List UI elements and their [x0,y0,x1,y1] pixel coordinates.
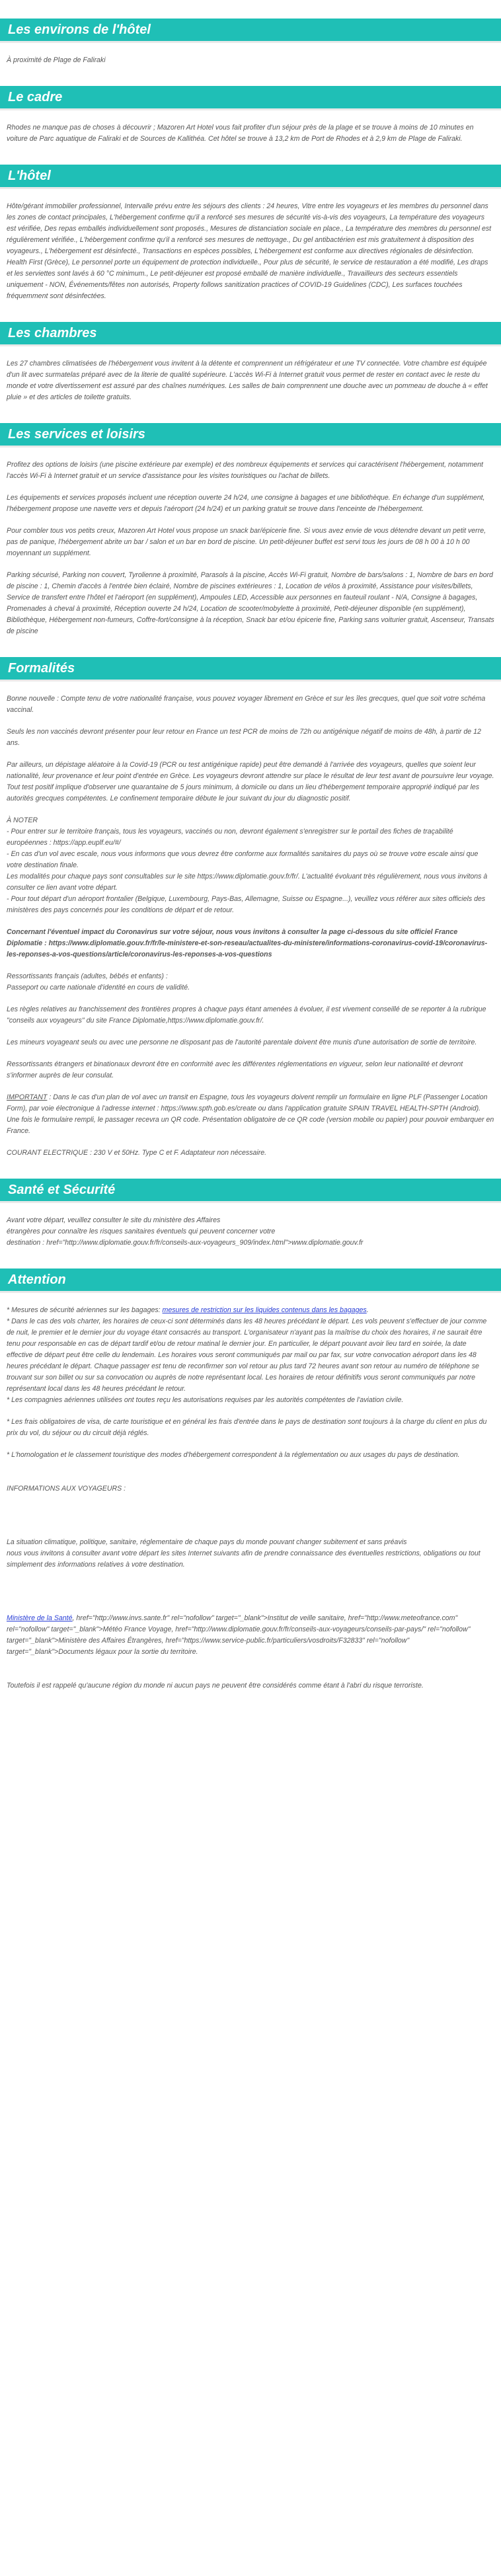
situation-line: nous vous invitons à consulter avant votre départ les sites Internet suivants afin de prendre connaissance des éventuelles restrictions, obligations ou tout simplement des informations relatives à votre destination. [7,1549,481,1569]
a-noter-line: - Pour entrer sur le territoire français, tous les voyageurs, vaccinés ou non, devront également s'enregistrer sur le portail des fiches de traçabilité européennes : https://app.euplf.eu/#/ [7,828,453,847]
services-paragraph: Les équipements et services proposés incluent une réception ouverte 24 h/24, une consigne à bagages et une bibliothèque. En échange d'un supplément, l'hébergement propose une navette vers et depuis l'aéroport (24 h/24) et un parking gratuit se trouve dans l'enceinte de l'hébergement. [7,494,485,513]
etrangers-text: Ressortissants étrangers et binationaux devront être en conformité avec les différentes réglementations en vigueur, selon leur nationalité et devront s'informer auprès de leur consulat. [7,1060,463,1079]
section-title-environs: Les environs de l'hôtel [0,19,501,43]
section-attention [0,1268,501,1692]
hotel-text: Hôte/gérant immobilier professionnel, Intervalle prévu entre les séjours des clients : 24 heures, Vitre entre les voyageurs et les membres du personnel dans les zones de contact principales, L'hébergement confirme qu'il a renforcé ses mesures de sécurité vis-à-vis des voyageurs, La température des voyageurs est vérifiée, Des repas emballés individuellement sont proposés., Mesures de distanciation sociale en place., La température des membres du personnel est régulièrement vérifiée., L'hébergement confirme qu'il a renforcé ses mesures de nettoyage., Du gel antibactérien est mis gratuitement à disposition des voyageurs., L'hébergement est désinfecté., Transactions en espèces possibles, L'hébergement est conforme aux directives régionales de désinfection. Health First (Grèce), Le personnel porte un équipement de protection individuelle., Pour plus de sécurité, le service de restauration a été modifié, Les draps et les serviettes sont lavés à 60 °C minimum., Le petit-déjeuner est proposé emballé de manière individuelle., Travailleurs des secteurs essentiels uniquement - NON, Événements/fêtes non autorisés, Property follows sanitization practices of COVID-19 Guidelines (CDC), Les surfaces touchées fréquemment sont désinfectées. [7,202,492,300]
section-hotel [0,165,501,302]
info-voyageurs-title: INFORMATIONS AUX VOYAGEURS : [7,1485,126,1493]
formalites-paragraph: Par ailleurs, un dépistage aléatoire à la Covid-19 (PCR ou test antigénique rapide) peut être demandé à l'arrivée des voyageurs, quelles que soient leur nationalité, leur provenance et leur point d'entrée en Grèce. Les voyageurs devront attendre sur place le résultat de leur test avant de poursuivre leur voyage. Tout test positif implique d'observer une quarantaine de 5 jours minimum, à domicile ou dans un lieu d'hébergement temporaire approprié indiqué par les autorités grecques compétentes. Le confinement temporaire débute le jour suivant du jour du diagnostic positif. [7,761,494,802]
services-paragraph: Parking sécurisé, Parking non couvert, Tyrolienne à proximité, Parasols à la piscine, Accès Wi-Fi gratuit, Nombre de bars/salons : 1, Nombre de bars en bord de piscine : 1, Chemin d'accès à l'entrée bien éclairé, Nombre de piscines extérieures : 1, Location de vélos à proximité, Assistance pour visites/billets, Service de transfert entre l'hôtel et l'aéroport (en supplément), Ampoules LED, Accessible aux personnes en fauteuil roulant - N/A, Consigne à bagages, Promenades à cheval à proximité, Réception ouverte 24 h/24, Location de scooter/mobylette à proximité, Petit-déjeuner disponible (en supplément), Bibliothèque, Hébergement non-fumeurs, Coffre-fort/consigne à la réception, Snack bar et/ou épicerie fine, Parking sans voiturier gratuit, Ascenseur, Transats de piscine [7,571,494,635]
situation-line: La situation climatique, politique, sanitaire, réglementaire de chaque pays du monde pouvant changer subitement et sans préavis [7,1538,407,1546]
compagnies-text: * Les compagnies aériennes utilisées ont toutes reçu les autorisations requises par les autorités compétentes de l'aviation civile. [7,1396,404,1404]
environs-text: À proximité de Plage de Faliraki [7,56,106,64]
liquides-restriction-link[interactable]: mesures de restriction sur les liquides contenus dans les bagages [162,1306,367,1314]
section-title-sante: Santé et Sécurité [0,1179,501,1203]
coronavirus-notice: Concernant l'éventuel impact du Coronavirus sur votre séjour, nous vous invitons à consulter la page ci-dessous du site officiel France Diplomatie : https://www.diplomatie.gouv.fr/fr/le-ministere-et-son-reseau/actualites-du-ministere/informations-coronavirus-covid-19/coronavirus-les-reponses-a-vos-questions/article/coronavirus-les-reponses-a-vos-questions [7,928,488,958]
services-paragraph: Pour combler tous vos petits creux, Mazoren Art Hotel vous propose un snack bar/épicerie fine. Si vous avez envie de vous détendre devant un petit verre, pas de panique, l'hébergement abrite un bar / salon et un bar en bord de piscine. Un petit-déjeuner buffet est servi tous les jours de 08 h 00 à 10 h 00 moyennant un supplément. [7,527,486,557]
section-chambres [0,322,501,403]
mineurs-text: Les mineurs voyageant seuls ou avec une personne ne disposant pas de l'autorité parentale doivent être munis d'une autorisation de sortie de territoire. [7,1038,477,1046]
homologation-text: * L'homologation et le classement touristique des modes d'hébergement correspondent à la réglementation ou aux usages du pays de destination. [7,1451,460,1459]
ressortissants-docs: Passeport ou carte nationale d'identité en cours de validité. [7,984,190,992]
regles-frontieres: Les règles relatives au franchissement des frontières propres à chaque pays étant amenées à évoluer, il est vivement conseillé de se reporter à la rubrique "conseils aux voyageurs" du site France Diplomatie,https://www.diplomatie.gouv.fr/. [7,1005,486,1025]
sante-line: étrangères pour connaître les risques sanitaires éventuels qui peuvent concerner votre [7,1228,276,1235]
bagages-paragraph [7,1305,494,1316]
ressortissants-title: Ressortissants français (adultes, bébés et enfants) : [7,972,168,980]
section-title-cadre: Le cadre [0,86,501,110]
section-title-attention: Attention [0,1268,501,1293]
frais-visa-text: * Les frais obligatoires de visa, de carte touristique et en général les frais d'entrée dans le pays de destination sont toujours à la charge du client en plus du prix du vol, du séjour ou du circuit déjà réglés. [7,1418,487,1437]
important-label: IMPORTANT [7,1093,48,1101]
formalites-paragraph: Seuls les non vaccinés devront présenter pour leur retour en France un test PCR de moins de 72h ou antigénique négatif de moins de 48h, à partir de 12 ans. [7,728,481,747]
important-text: : Dans le cas d'un plan de vol avec un transit en Espagne, tous les voyageurs doivent remplir un formulaire en ligne PLF (Passenger Location Form), par voie électronique à l'adresse internet : https://www.spth.gob.es/create ou dans l'application gratuite SPAIN TRAVEL HEALTH-SPTH (Android). Une fois le formulaire rempli, le passager recevra un QR code. Présentation obligatoire de ce QR code (version mobile ou papier) pour pouvoir embarquer en France. [7,1093,494,1135]
important-paragraph [7,1092,494,1137]
a-noter-line: Les modalités pour chaque pays sont consultables sur le site https://www.diplomatie.gouv.fr/fr/. L'actualité évoluant très régulièrement, nous vous invitons à consulter ce lien avant votre départ. [7,873,488,892]
section-title-formalites: Formalités [0,657,501,682]
sante-line: destination : href="http://www.diplomatie.gouv.fr/fr/conseils-aux-voyageurs_909/index.html">www.diplomatie.gouv.fr [7,1239,364,1247]
ministere-paragraph [7,1613,494,1658]
chambres-text: Les 27 chambres climatisées de l'hébergement vous invitent à la détente et comprennent un réfrigérateur et une TV connectée. Votre chambre est équipée d'un lit avec surmatelas préparé avec de la literie de qualité supérieure. L'accès Wi-Fi à Internet gratuit vous permet de rester en contact avec le reste du monde et votre divertissement est assuré par des chaînes numériques. Les salles de bain comprennent une douche avec un pommeau de douche à « effet pluie » et des articles de toilette gratuits. [7,360,488,401]
sante-line: Avant votre départ, veuillez consulter le site du ministère des Affaires [7,1216,221,1224]
bagages-suffix: . [366,1306,369,1314]
bagages-prefix: * Mesures de sécurité aériennes sur les bagages: [7,1306,163,1314]
ministere-sante-link[interactable]: Ministère de la Santé [7,1614,73,1622]
ministere-text: , href="http://www.invs.sante.fr" rel="nofollow" target="_blank">Institut de veille sanitaire, href="http://www.meteofrance.com" rel="nofollow" target="_blank">Météo France Voyage, href="http://www.diplomatie.gouv.fr/fr/conseils-aux-voyageurs/conseils-par-pays/" rel="nofollow" target="_blank">Ministère des Affaires Étrangères, href="https://www.service-public.fr/particuliers/vosdroits/F32833" rel="nofollow" target="_blank">Documents légaux pour la sortie du territoire. [7,1614,471,1656]
a-noter-title: À NOTER [7,816,38,824]
section-cadre [0,86,501,145]
section-sante [0,1179,501,1249]
courant-electrique: COURANT ELECTRIQUE : 230 V et 50Hz. Type C et F. Adaptateur non nécessaire. [7,1149,267,1157]
section-title-services: Les services et loisirs [0,423,501,448]
section-title-chambres: Les chambres [0,322,501,346]
a-noter-line: - En cas d'un vol avec escale, nous vous informons que vous devrez être conforme aux formalités sanitaires du pays où se trouve votre escale ainsi que votre destination finale. [7,850,479,869]
section-title-hotel: L'hôtel [0,165,501,189]
a-noter-line: - Pour tout départ d'un aéroport frontalier (Belgique, Luxembourg, Pays-Bas, Allemagne, Suisse ou Espagne...), veuillez vous référer aux sites officiels des ministères des pays concernés pour les conditions de départ et de retour. [7,895,486,914]
services-paragraph: Profitez des options de loisirs (une piscine extérieure par exemple) et des nombreux équipements et services qui caractérisent l'hébergement, notamment l'accès Wi-Fi à Internet gratuit et un service d'assistance pour les visites touristiques ou l'achat de billets. [7,461,484,480]
section-environs [0,19,501,66]
cadre-text: Rhodes ne manque pas de choses à découvrir ; Mazoren Art Hotel vous fait profiter d'un séjour près de la plage et se trouve à moins de 10 minutes en voiture de Parc aquatique de Faliraki et de Sources de Kallithéa. Cet hôtel se trouve à 13,2 km de Port de Rhodes et à 2,9 km de Plage de Faliraki. [7,124,474,143]
section-services [0,423,501,637]
toutefois-text: Toutefois il est rappelé qu'aucune région du monde ni aucun pays ne peuvent être considérés comme étant à l'abri du risque terroriste. [7,1682,424,1690]
vols-charter-text: * Dans le cas des vols charter, les horaires de ceux-ci sont déterminés dans les 48 heures précédant le départ. Les vols peuvent s'effectuer de jour comme de nuit, le premier et le dernier jour du voyage étant consacrés au transport. L'organisateur n'ayant pas la maîtrise du choix des horaires, il ne saurait être tenu pour responsable en cas de départ tardif et/ou de retour matinal le dernier jour. En particulier, le départ pouvant avoir lieu tard en soirée, la date effective de départ peut être celle du lendemain. Les horaires vous seront communiqués par mail ou par fax, sur votre convocation aéroport dans les 48 heures précédant le départ. Chaque passager est tenu de reconfirmer son vol retour au plus tard 72 heures avant son retour au numéro de téléphone se trouvant sur son billet ou sur sa convocation ou auprès de notre représentant local. Les horaires de retour définitifs vous seront communiqués par notre représentant local dans les 48 heures précédant le retour. [7,1317,487,1393]
section-formalites [0,657,501,1159]
formalites-paragraph: Bonne nouvelle : Compte tenu de votre nationalité française, vous pouvez voyager librement en Grèce et sur les îles grecques, quel que soit votre schéma vaccinal. [7,695,486,714]
